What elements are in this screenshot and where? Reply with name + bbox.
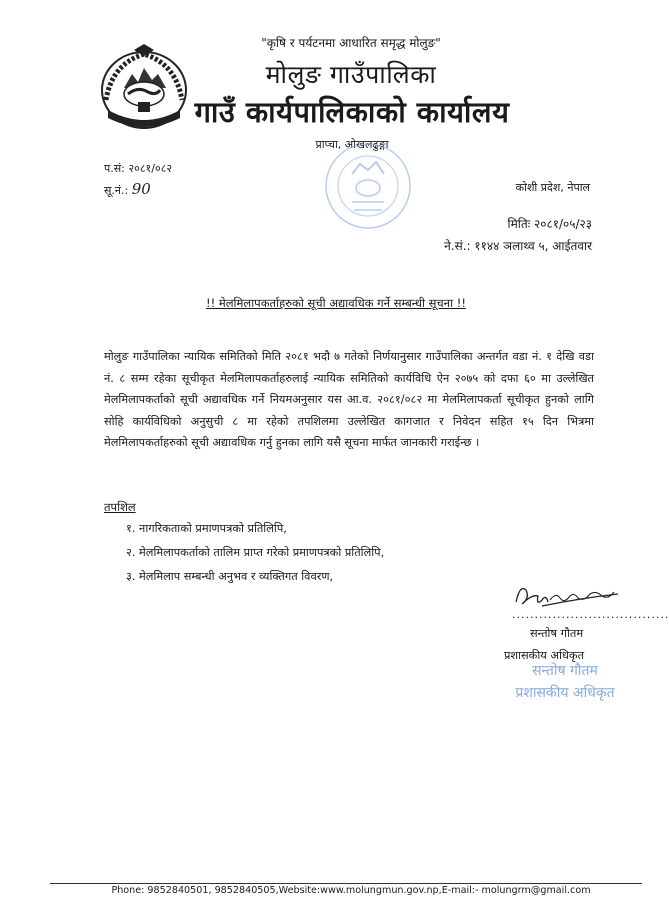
motto: "कृषि र पर्यटनमा आधारित समृद्ध मोलुङ" [261,36,441,50]
office-name: गाउँ कार्यपालिकाको कार्यालय [194,95,510,129]
list-item: १. नागरिकताको प्रमाणपत्रको प्रतिलिपि, [126,522,287,535]
stamp-title: प्रशासकीय अधिकृत [515,685,615,701]
province: कोशी प्रदेश, नेपाल [515,181,590,194]
notice-subject: !! मेलमिलापकर्ताहरुको सूची अद्यावधिक गर्ने सम्बन्धी सूचना !! [206,296,466,310]
list-item: ३. मेलमिलाप सम्बन्धी अनुभव र व्यक्तिगत विवरण, [126,570,334,583]
stamp-name: सन्तोष गौतम [532,663,598,679]
letter-number: प.सं: २०८१/०८२ [104,162,173,175]
signatory-title: प्रशासकीय अधिकृत [504,649,585,662]
name-stamp [494,660,636,722]
footer-divider [50,883,642,884]
municipality-name: मोलुङ गाउँपालिका [265,60,437,89]
signature-line: ................................... [512,608,669,621]
signatory-name: सन्तोष गौतम [530,627,584,640]
date: मितिः २०८१/०५/२३ [507,217,592,231]
office-address: प्राप्चा, ओखलढुङ्गा [315,138,389,151]
tapsil-heading: तपशिल [104,500,136,514]
nepal-sambat-date: ने.सं.: ११४४ ञलाथ्व ५, आईतवार [444,239,592,253]
dispatch-number [104,180,151,198]
dispatch-label: सू.नं.: [104,184,129,197]
dispatch-value: 90 [131,180,151,198]
list-item: २. मेलमिलापकर्ताको तालिम प्राप्त गरेको प्रमाणपत्रको प्रतिलिपि, [126,546,385,559]
footer-contact: Phone: 9852840501, 9852840505,Website:www.molungmun.gov.np,E-mail:- molungrm@gmail.com [111,885,591,896]
notice-body: मोलुङ गाउँपालिका न्यायिक समितिको मिति २०८१ भदौ ७ गतेको निर्णयानुसार गाउँपालिका अन्तर्गत वडा नं. १ देखि वडा नं. ८ सम्म रहेका सूचीकृत मेलमिलापकर्ताहरुलाई न्यायिक समितिको कार्यविधि ऐन २०७५ को दफा ६० मा उल्लेखित मेलमिलापकर्ताको सूची अद्यावधिक गर्ने नियमअनुसार यस आ.व. २०८१/०८२ मा मेलमिलापकर्ता सूचीकृत हुनको लागि सोहि कार्यविधिको अनुसुची ८ मा रहेको तपशिलमा उल्लेखित कागजात र निवेदन सहित १५ दिन भित्रमा मेलमिलापकर्ताहरुको सूची अद्यावधिक गर्नु हुनका लागि यसै सूचना मार्फत जानकारी गराईन्छ । [104,350,594,449]
